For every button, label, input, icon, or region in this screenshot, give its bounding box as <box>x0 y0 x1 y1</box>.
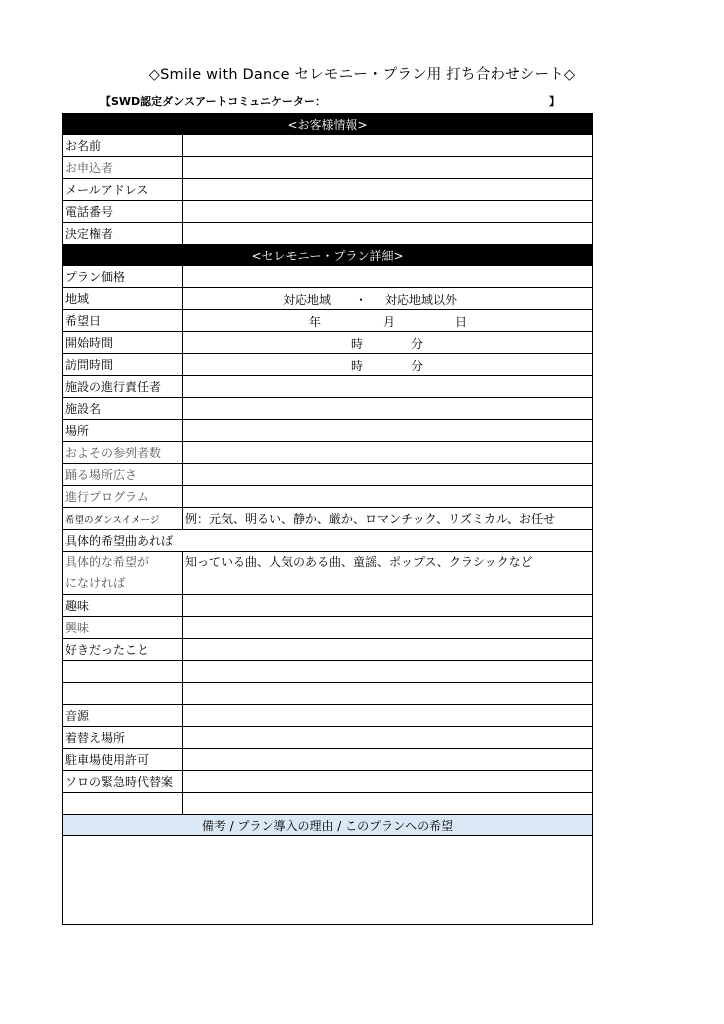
row-attendees <box>63 442 593 464</box>
row-blank-2 <box>63 683 593 705</box>
row-solo-backup <box>63 771 593 793</box>
row-likes <box>63 639 593 661</box>
field-parking[interactable] <box>183 749 593 771</box>
field-place[interactable] <box>183 420 593 442</box>
field-date[interactable] <box>183 310 593 332</box>
field-dance-image[interactable]: 例：元気、明るい、静か、厳か、ロマンチック、リズミカル、お任せ <box>183 508 593 530</box>
field-hobby[interactable] <box>183 595 593 617</box>
label-area: 地域 <box>63 288 183 310</box>
label-program: 進行プログラム <box>63 486 183 508</box>
row-dance-image <box>63 508 593 530</box>
communicator-label: 【SWD認定ダンスアートコミュニケーター： <box>100 95 326 108</box>
field-email[interactable] <box>183 179 593 201</box>
row-space <box>63 464 593 486</box>
label-interest: 興味 <box>63 617 183 639</box>
area-option-in[interactable]: 対応地域 <box>283 293 332 307</box>
area-option-out[interactable]: 対応地域以外 <box>385 293 458 307</box>
row-remarks <box>63 836 593 925</box>
label-dance-image: 希望のダンスイメージ <box>63 508 183 530</box>
label-manager: 施設の進行責任者 <box>63 376 183 398</box>
field-facility[interactable] <box>183 398 593 420</box>
label-date: 希望日 <box>63 310 183 332</box>
section-header-remarks <box>63 815 593 836</box>
field-manager[interactable] <box>183 376 593 398</box>
label-visit-time: 訪問時間 <box>63 354 183 376</box>
label-place: 場所 <box>63 420 183 442</box>
field-remarks[interactable] <box>63 836 593 925</box>
label-parking: 駐車場使用許可 <box>63 749 183 771</box>
row-place <box>63 420 593 442</box>
meeting-sheet-table <box>62 113 593 925</box>
field-sound[interactable] <box>183 705 593 727</box>
field-phone[interactable] <box>183 201 593 223</box>
field-decision-maker[interactable] <box>183 223 593 245</box>
label-dressing: 着替え場所 <box>63 727 183 749</box>
row-name <box>63 135 593 157</box>
label-blank-1 <box>63 661 183 683</box>
remarks-section-title: 備考 / プラン導入の理由 / このプランへの希望 <box>63 815 593 836</box>
field-name[interactable] <box>183 135 593 157</box>
row-song <box>63 530 593 552</box>
label-song[interactable]: 具体的希望曲あれば <box>63 530 593 552</box>
row-date <box>63 310 593 332</box>
label-price: プラン価格 <box>63 266 183 288</box>
visit-minute-unit: 分 <box>411 359 424 373</box>
row-phone <box>63 201 593 223</box>
row-area <box>63 288 593 310</box>
label-applicant: お申込者 <box>63 157 183 179</box>
field-solo-backup[interactable] <box>183 771 593 793</box>
row-price <box>63 266 593 288</box>
date-month-unit: 月 <box>383 315 396 329</box>
field-price[interactable] <box>183 266 593 288</box>
label-facility: 施設名 <box>63 398 183 420</box>
label-sound: 音源 <box>63 705 183 727</box>
section-header-ceremony <box>63 245 593 266</box>
row-sound <box>63 705 593 727</box>
label-phone: 電話番号 <box>63 201 183 223</box>
field-dressing[interactable] <box>183 727 593 749</box>
section-header-customer <box>63 114 593 135</box>
row-program <box>63 486 593 508</box>
row-decision-maker <box>63 223 593 245</box>
row-blank-3 <box>63 793 593 815</box>
field-applicant[interactable] <box>183 157 593 179</box>
document-title: ◇Smile with Dance セレモニー・プラン用 打ち合わせシート◇ <box>148 67 576 83</box>
field-start-time[interactable] <box>183 332 593 354</box>
label-start-time: 開始時間 <box>63 332 183 354</box>
row-visit-time <box>63 354 593 376</box>
field-area[interactable] <box>183 288 593 310</box>
start-minute-unit: 分 <box>411 337 424 351</box>
row-email <box>63 179 593 201</box>
row-blank-1 <box>63 661 593 683</box>
row-specific-wish <box>63 552 593 595</box>
field-specific-wish[interactable]: 知っている曲、人気のある曲、童謡、ポップス、クラシックなど <box>183 552 593 595</box>
field-blank-2[interactable] <box>183 683 593 705</box>
field-blank-1[interactable] <box>183 661 593 683</box>
label-likes: 好きだったこと <box>63 639 183 661</box>
row-interest <box>63 617 593 639</box>
customer-section-title: <お客様情報> <box>63 114 593 135</box>
row-manager <box>63 376 593 398</box>
field-space[interactable] <box>183 464 593 486</box>
visit-hour-unit: 時 <box>351 359 364 373</box>
label-name: お名前 <box>63 135 183 157</box>
label-email: メールアドレス <box>63 179 183 201</box>
label-blank-3 <box>63 793 183 815</box>
wish-line-1: 具体的な希望が <box>65 555 150 569</box>
row-applicant <box>63 157 593 179</box>
row-dressing <box>63 727 593 749</box>
start-hour-unit: 時 <box>351 337 364 351</box>
wish-line-2: になければ <box>65 576 126 590</box>
label-hobby: 趣味 <box>63 595 183 617</box>
communicator-line <box>100 93 560 109</box>
field-attendees[interactable] <box>183 442 593 464</box>
field-program[interactable] <box>183 486 593 508</box>
row-parking <box>63 749 593 771</box>
label-solo-backup: ソロの緊急時代替案 <box>63 771 183 793</box>
date-day-unit: 日 <box>455 315 468 329</box>
label-blank-2 <box>63 683 183 705</box>
area-separator: ・ <box>355 293 368 307</box>
label-specific-wish <box>63 552 183 595</box>
row-start-time <box>63 332 593 354</box>
row-hobby <box>63 595 593 617</box>
field-visit-time[interactable] <box>183 354 593 376</box>
row-facility <box>63 398 593 420</box>
field-likes[interactable] <box>183 639 593 661</box>
date-year-unit: 年 <box>309 315 322 329</box>
field-blank-3[interactable] <box>183 793 593 815</box>
communicator-close-bracket: 】 <box>549 95 560 108</box>
label-decision-maker: 決定権者 <box>63 223 183 245</box>
field-interest[interactable] <box>183 617 593 639</box>
label-space: 踊る場所広さ <box>63 464 183 486</box>
label-attendees: およその参列者数 <box>63 442 183 464</box>
ceremony-section-title: <セレモニー・プラン詳細> <box>63 245 593 266</box>
